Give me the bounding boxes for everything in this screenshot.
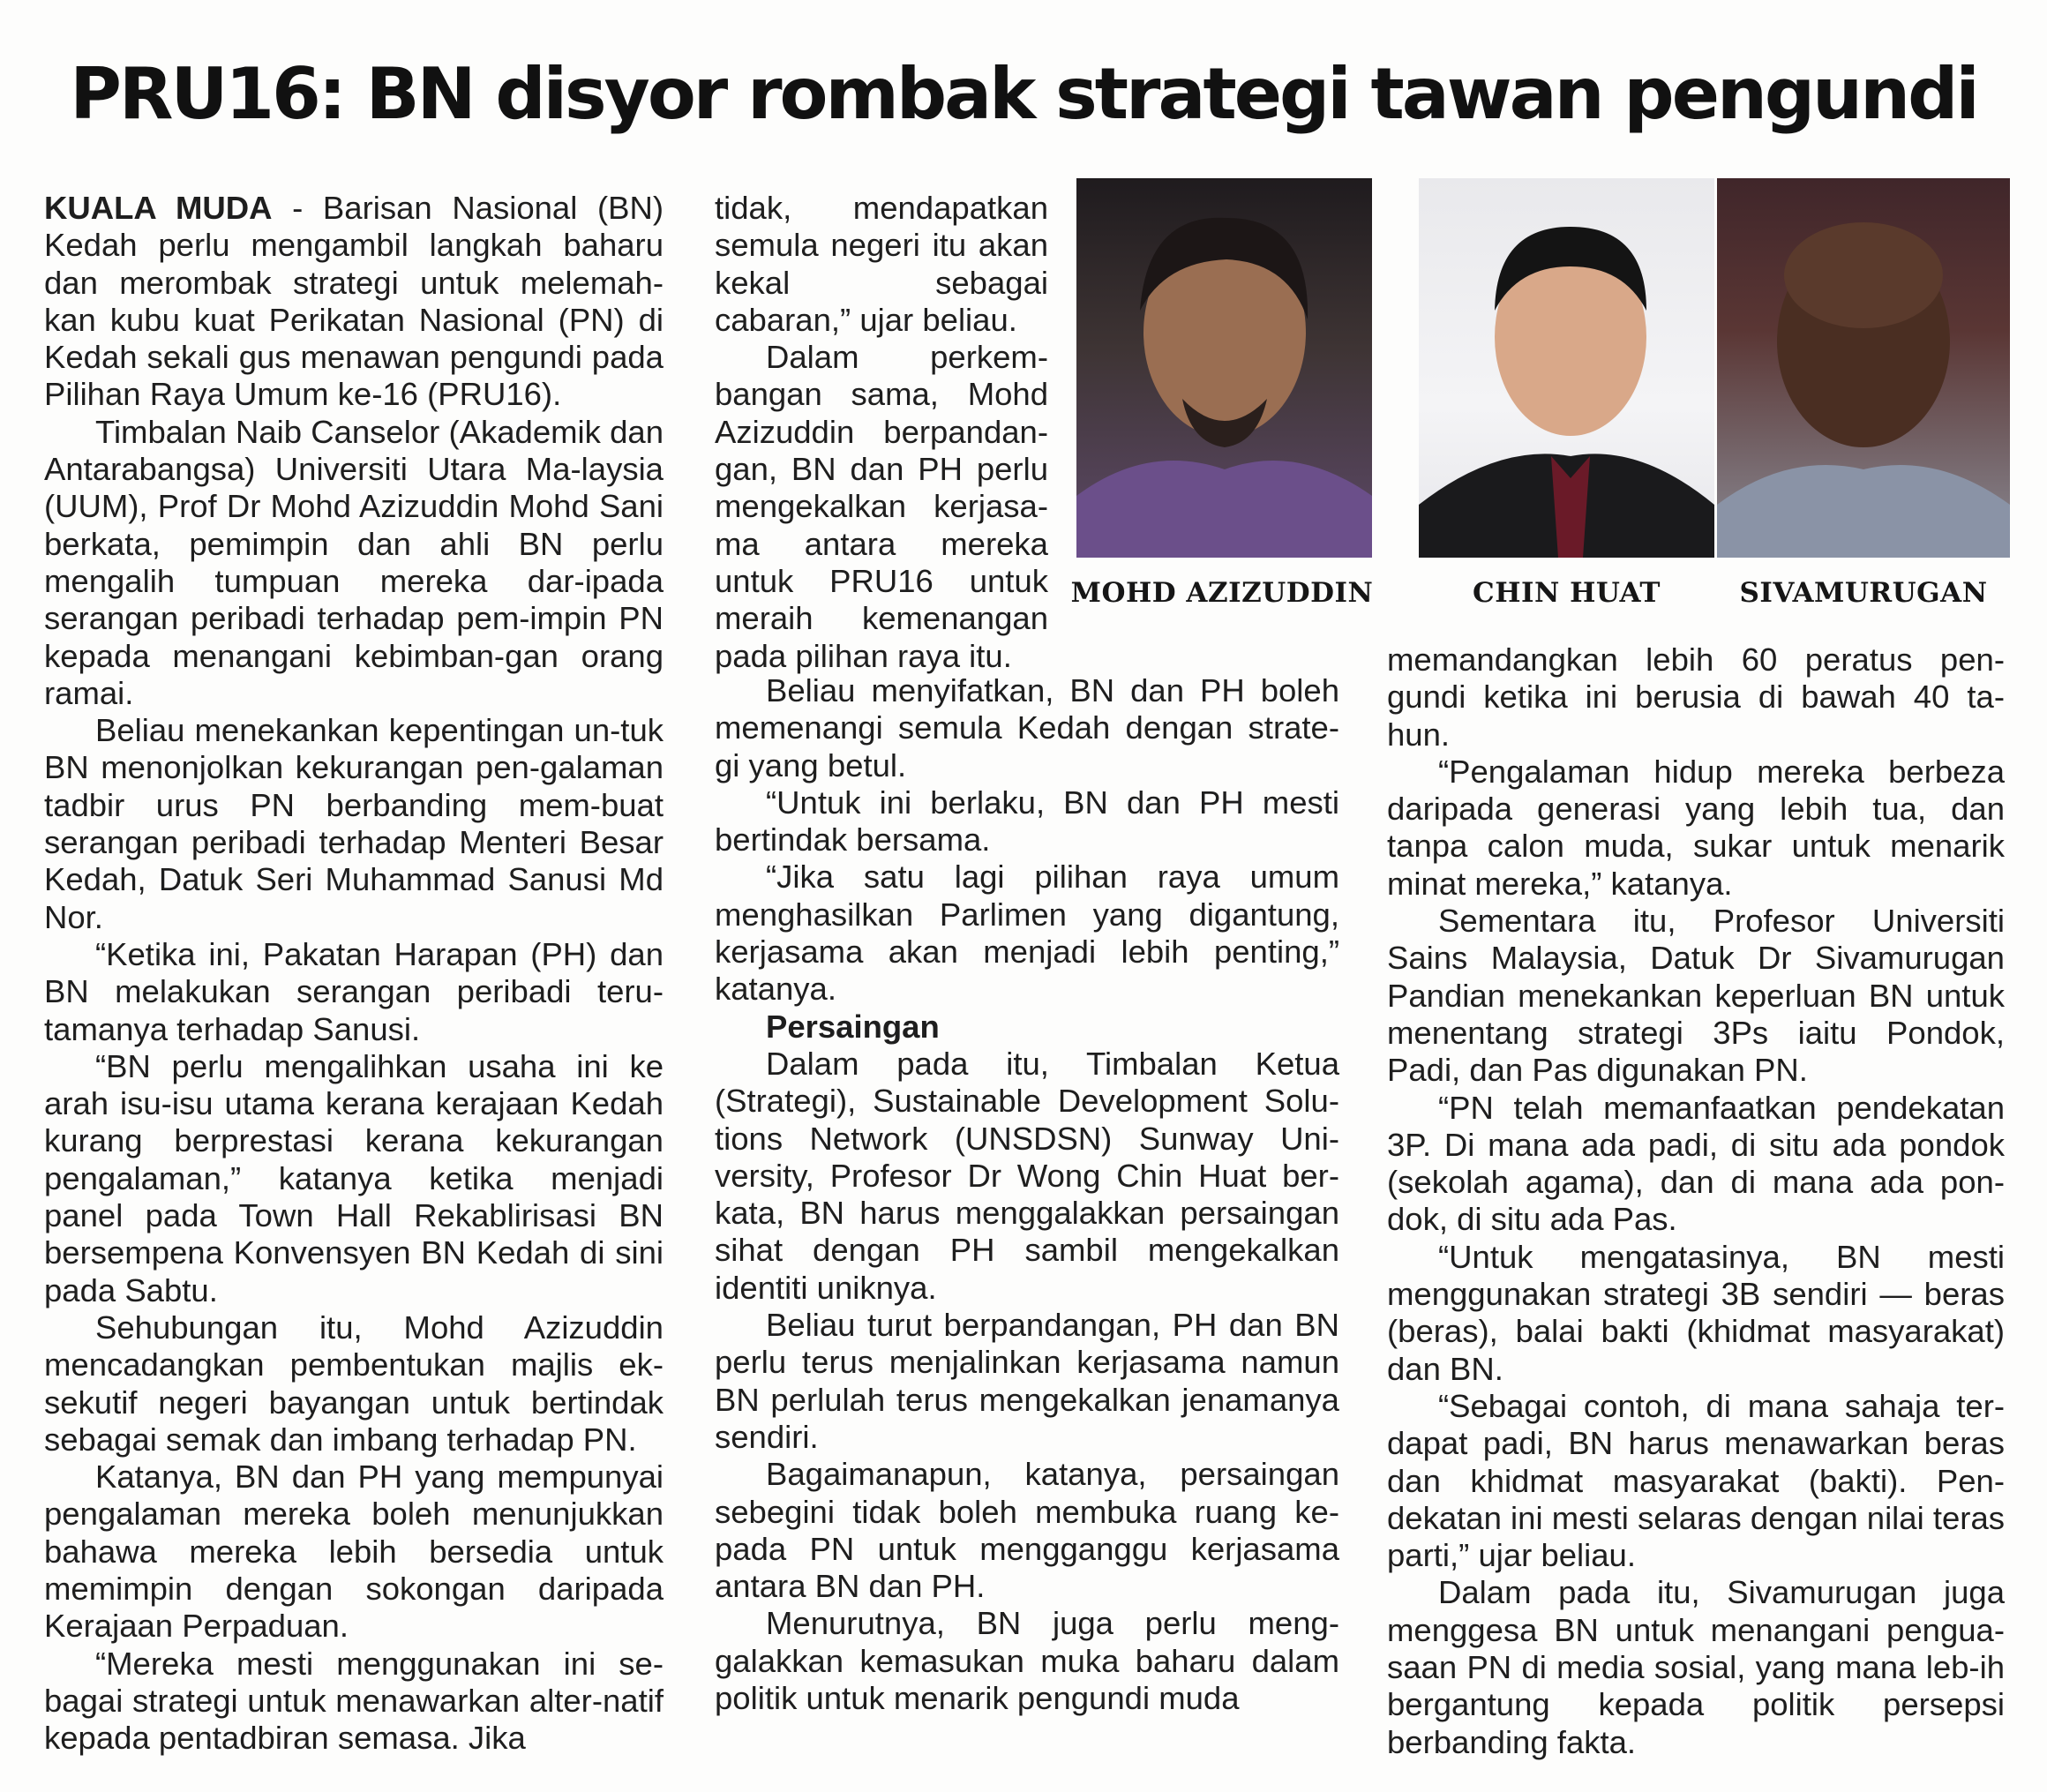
portrait-illustration bbox=[1717, 178, 2010, 558]
paragraph: tidak, mendapatkan semula negeri itu akan kekal sebagai cabaran,” ujar beliau. bbox=[715, 190, 1048, 338]
article-column-2-top bbox=[715, 190, 1048, 675]
article-column-1 bbox=[44, 190, 664, 1757]
paragraph: Sehubungan itu, Mohd Azizuddin mencadangkan pembentukan majlis ek-sekutif negeri bayangan untuk bertindak sebagai semak dan imbang terhadap PN. bbox=[44, 1308, 664, 1458]
portrait-illustration bbox=[1419, 178, 1714, 558]
paragraph: Dalam perkem-bangan sama, Mohd Azizuddin berpandan-gan, BN dan PH perlu mengekalkan kerjasa-ma antara mereka untuk PRU16 untuk meraih kemenangan pada pilihan raya itu. bbox=[715, 339, 1048, 674]
photo-caption: SIVAMURUGAN bbox=[1739, 577, 1988, 609]
photo-caption: MOHD AZIZUDDIN bbox=[1070, 577, 1374, 609]
paragraph: Beliau menekankan kepentingan un-tuk BN menonjolkan kekurangan pen-galaman tadbir urus PN berbanding mem-buat serangan peribadi terhadap Menteri Besar Kedah, Datuk Seri Muhammad Sanusi Md Nor. bbox=[44, 712, 664, 935]
subheading: Persaingan bbox=[766, 1008, 940, 1045]
photo-sivamurugan bbox=[1717, 178, 2010, 558]
paragraph: “Untuk mengatasinya, BN mesti menggunakan strategi 3B sendiri — beras (beras), balai bakti (khidmat masyarakat) dan BN. bbox=[1387, 1238, 2005, 1387]
paragraph: Sementara itu, Profesor Universiti Sains Malaysia, Datuk Dr Sivamurugan Pandian menekankan keperluan BN untuk menentang strategi 3Ps iaitu Pondok, Padi, dan Pas digunakan PN. bbox=[1387, 903, 2005, 1089]
photo-chin-huat bbox=[1419, 178, 1714, 558]
paragraph: “Mereka mesti menggunakan ini se-bagai strategi untuk menawarkan alter-natif kepada pentadbiran semasa. Jika bbox=[44, 1645, 664, 1757]
paragraph: “Jika satu lagi pilihan raya umum menghasilkan Parlimen yang digantung, kerjasama akan menjadi lebih penting,” katanya. bbox=[715, 859, 1339, 1008]
paragraph: “PN telah memanfaatkan pendekatan 3P. Di mana ada padi, di situ ada pondok (sekolah agama), dan di mana ada pon-dok, di situ ada Pas. bbox=[1387, 1089, 2005, 1238]
paragraph: KUALA MUDA - Barisan Nasional (BN) Kedah perlu mengambil langkah baharu dan merombak strategi untuk melemah-kan kubu kuat Perikatan Nasional (PN) di Kedah sekali gus menawan pengundi pada Pilihan Raya Umum ke-16 (PRU16). bbox=[44, 190, 664, 413]
paragraph: “Ketika ini, Pakatan Harapan (PH) dan BN melakukan serangan peribadi teru-tamanya terhadap Sanusi. bbox=[44, 935, 664, 1047]
paragraph: Timbalan Naib Canselor (Akademik dan Antarabangsa) Universiti Utara Ma-laysia (UUM), Prof Dr Mohd Azizuddin Mohd Sani berkata, pemimpin dan ahli BN perlu mengalih tumpuan mereka dar-ipada serangan peribadi terhadap pem-impin PN kepada menangani kebimban-gan orang ramai. bbox=[44, 413, 664, 711]
portrait-illustration bbox=[1076, 178, 1372, 558]
headline: PRU16: BN disyor rombak strategi tawan pengundi bbox=[70, 53, 1977, 135]
paragraph: Dalam pada itu, Sivamurugan juga menggesa BN untuk menangani pengua-saan PN di media sosial, yang mana leb-ih bergantung kepada politik persepsi berbanding fakta. bbox=[1387, 1574, 2005, 1760]
paragraph: “Sebagai contoh, di mana sahaja ter-dapat padi, BN harus menawarkan beras dan khidmat masyarakat (bakti). Pen-dekatan ini mesti selaras dengan nilai teras parti,” ujar beliau. bbox=[1387, 1387, 2005, 1574]
article-column-3 bbox=[1387, 641, 2005, 1761]
paragraph: “Untuk ini berlaku, BN dan PH mesti bertindak bersama. bbox=[715, 784, 1339, 859]
paragraph: Beliau turut berpandangan, PH dan BN perlu terus menjalinkan kerjasama namun BN perlulah terus mengekalkan jenamanya sendiri. bbox=[715, 1307, 1339, 1455]
paragraph: Katanya, BN dan PH yang mempunyai pengalaman mereka boleh menunjukkan bahawa mereka lebih bersedia untuk memimpin dengan sokongan daripada Kerajaan Perpaduan. bbox=[44, 1458, 664, 1645]
paragraph: Dalam pada itu, Timbalan Ketua (Strategi), Sustainable Development Solu-tions Network (UNSDSN) Sunway Uni-versity, Profesor Dr Wong Chin Huat ber-kata, BN harus menggalakkan persaingan sihat dengan PH sambil mengekalkan identiti uniknya. bbox=[715, 1045, 1339, 1306]
paragraph: “BN perlu mengalihkan usaha ini ke arah isu-isu utama kerana kerajaan Kedah kurang berprestasi kerana kekurangan pengalaman,” katanya ketika menjadi panel pada Town Hall Rekablirisasi BN bersempena Konvensyen BN Kedah di sini pada Sabtu. bbox=[44, 1047, 664, 1308]
paragraph: Beliau menyifatkan, BN dan PH boleh memenangi semula Kedah dengan strate-gi yang betul. bbox=[715, 672, 1339, 784]
paragraph: Bagaimanapun, katanya, persaingan sebegini tidak boleh membuka ruang ke-pada PN untuk mengganggu kerjasama antara BN dan PH. bbox=[715, 1456, 1339, 1605]
paragraph: “Pengalaman hidup mereka berbeza daripada generasi yang lebih tua, dan tanpa calon muda, sukar untuk menarik minat mereka,” katanya. bbox=[1387, 753, 2005, 902]
dateline: KUALA MUDA bbox=[44, 190, 273, 226]
paragraph: Menurutnya, BN juga perlu meng-galakkan kemasukan muka baharu dalam politik untuk menarik pengundi muda bbox=[715, 1605, 1339, 1717]
photo-caption: CHIN HUAT bbox=[1473, 577, 1661, 609]
article-column-2 bbox=[715, 672, 1339, 1717]
photo-mohd-azizuddin bbox=[1076, 178, 1372, 558]
paragraph: memandangkan lebih 60 peratus pen-gundi ketika ini berusia di bawah 40 ta-hun. bbox=[1387, 641, 2005, 753]
